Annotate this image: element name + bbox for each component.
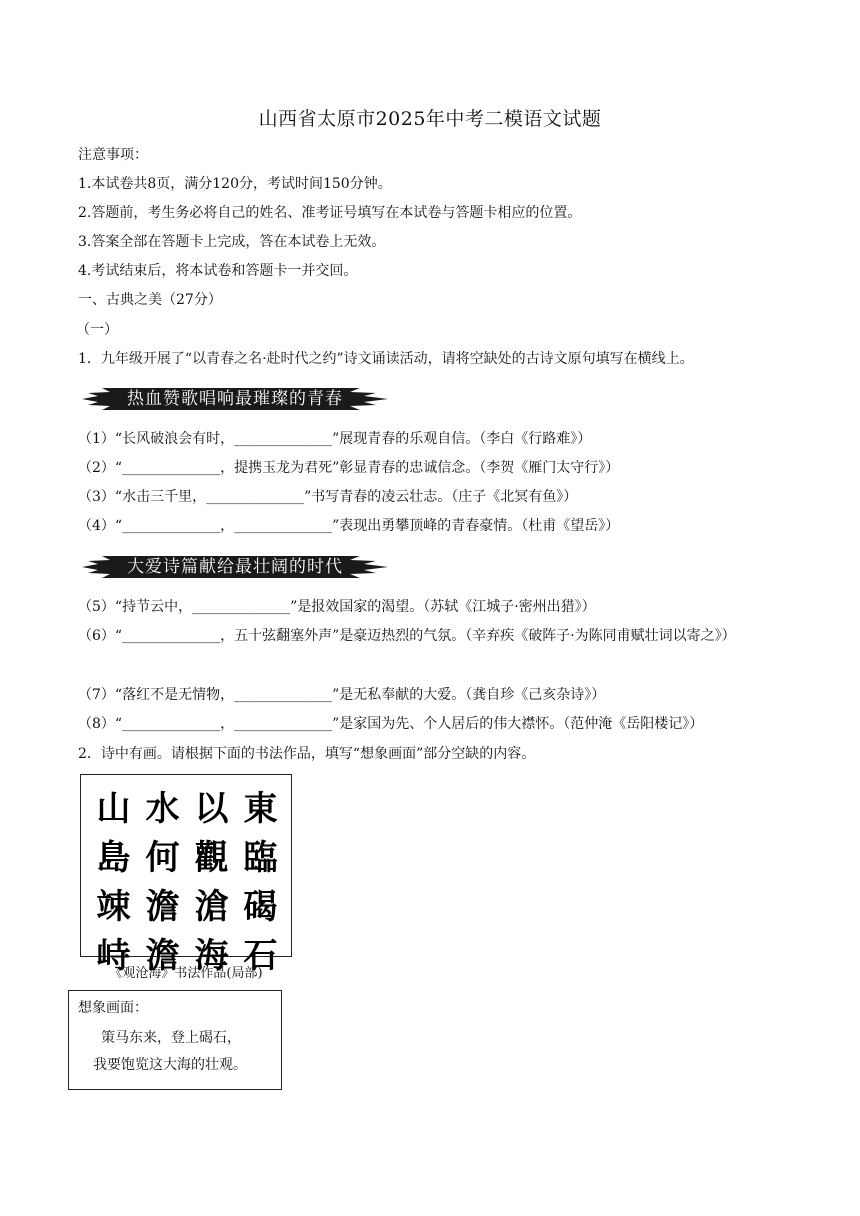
page-title: 山西省太原市2025年中考二模语文试题: [258, 108, 602, 130]
question-1: 1．九年级开展了“以青春之名·赴时代之约”诗文诵读活动，请将空缺处的古诗文原句填写在横线上。: [78, 351, 694, 367]
calligraphy-char: 山: [96, 789, 131, 829]
calligraphy-char: 東: [243, 789, 278, 829]
calligraphy-char: 碣: [243, 887, 278, 927]
calligraphy-char: 以: [194, 789, 229, 829]
question-2: 2．诗中有画。请根据下面的书法作品，填写“想象画面”部分空缺的内容。: [78, 746, 536, 762]
imagine-line-2: 我要饱览这大海的壮观。: [93, 1057, 247, 1073]
banner-era-text: 大爱诗篇献给最壮阔的时代: [127, 557, 343, 577]
blank-item-2: （2）“______________，提携玉龙为君死”彰显青春的忠诚信念。（李贺《雁门太守行》）: [78, 460, 620, 476]
calligraphy-char: 竦: [96, 887, 131, 927]
notice-heading: 注意事项：: [78, 147, 148, 163]
imagine-line-1: 策马东来，登上碣石，: [101, 1030, 241, 1046]
notice-item-1: 1.本试卷共8页，满分120分，考试时间150分钟。: [78, 176, 392, 192]
banner-era: [80, 551, 390, 583]
calligraphy-char: 石: [243, 936, 278, 976]
calligraphy-caption: 《观沧海》书法作品(局部): [109, 966, 263, 981]
calligraphy-char: 臨: [243, 838, 278, 878]
calligraphy-char: 海: [194, 936, 229, 976]
calligraphy-char: 滄: [194, 887, 229, 927]
imagine-heading: 想象画面：: [78, 1000, 148, 1016]
calligraphy-char: 水: [145, 789, 180, 829]
blank-item-1: （1）“长风破浪会有时，______________”展现青春的乐观自信。（李白《行路难》）: [78, 431, 592, 447]
blank-item-8: （8）“______________，______________”是家国为先、个人居后的伟大襟怀。（范仲淹《岳阳楼记》）: [78, 716, 704, 732]
imagine-box: [68, 990, 282, 1090]
calligraphy-char: 何: [145, 838, 180, 878]
notice-item-2: 2.答题前，考生务必将自己的姓名、准考证号填写在本试卷与答题卡相应的位置。: [78, 205, 582, 221]
calligraphy-char: 澹: [145, 887, 180, 927]
section-heading: 一、古典之美（27分）: [78, 292, 222, 308]
banner-youth: [80, 383, 390, 415]
blank-item-7: （7）“落红不是无情物，______________”是无私奉献的大爱。（龚自珍《己亥杂诗》）: [78, 687, 606, 703]
calligraphy-char: 峙: [96, 936, 131, 976]
notice-item-3: 3.答案全部在答题卡上完成，答在本试卷上无效。: [78, 234, 386, 250]
blank-item-4: （4）“______________，______________”表现出勇攀顶峰的青春豪情。（杜甫《望岳》）: [78, 518, 620, 534]
blank-item-5: （5）“持节云中，______________”是报效国家的渴望。（苏轼《江城子·密州出猎》）: [78, 599, 596, 615]
banner-youth-text: 热血赞歌唱响最璀璨的青春: [127, 389, 343, 409]
calligraphy-char: 澹: [145, 936, 180, 976]
section-sub: （一）: [76, 322, 118, 338]
calligraphy-char: 島: [96, 838, 131, 878]
blank-item-3: （3）“水击三千里，______________”书写青春的凌云壮志。（庄子《北冥有鱼》）: [78, 489, 578, 505]
blank-item-6: （6）“______________，五十弦翻塞外声”是豪迈热烈的气氛。（辛弃疾《破阵子·为陈同甫赋壮词以寄之》）: [78, 628, 736, 644]
notice-item-4: 4.考试结束后，将本试卷和答题卡一并交回。: [78, 263, 358, 279]
calligraphy-char: 觀: [194, 838, 229, 878]
